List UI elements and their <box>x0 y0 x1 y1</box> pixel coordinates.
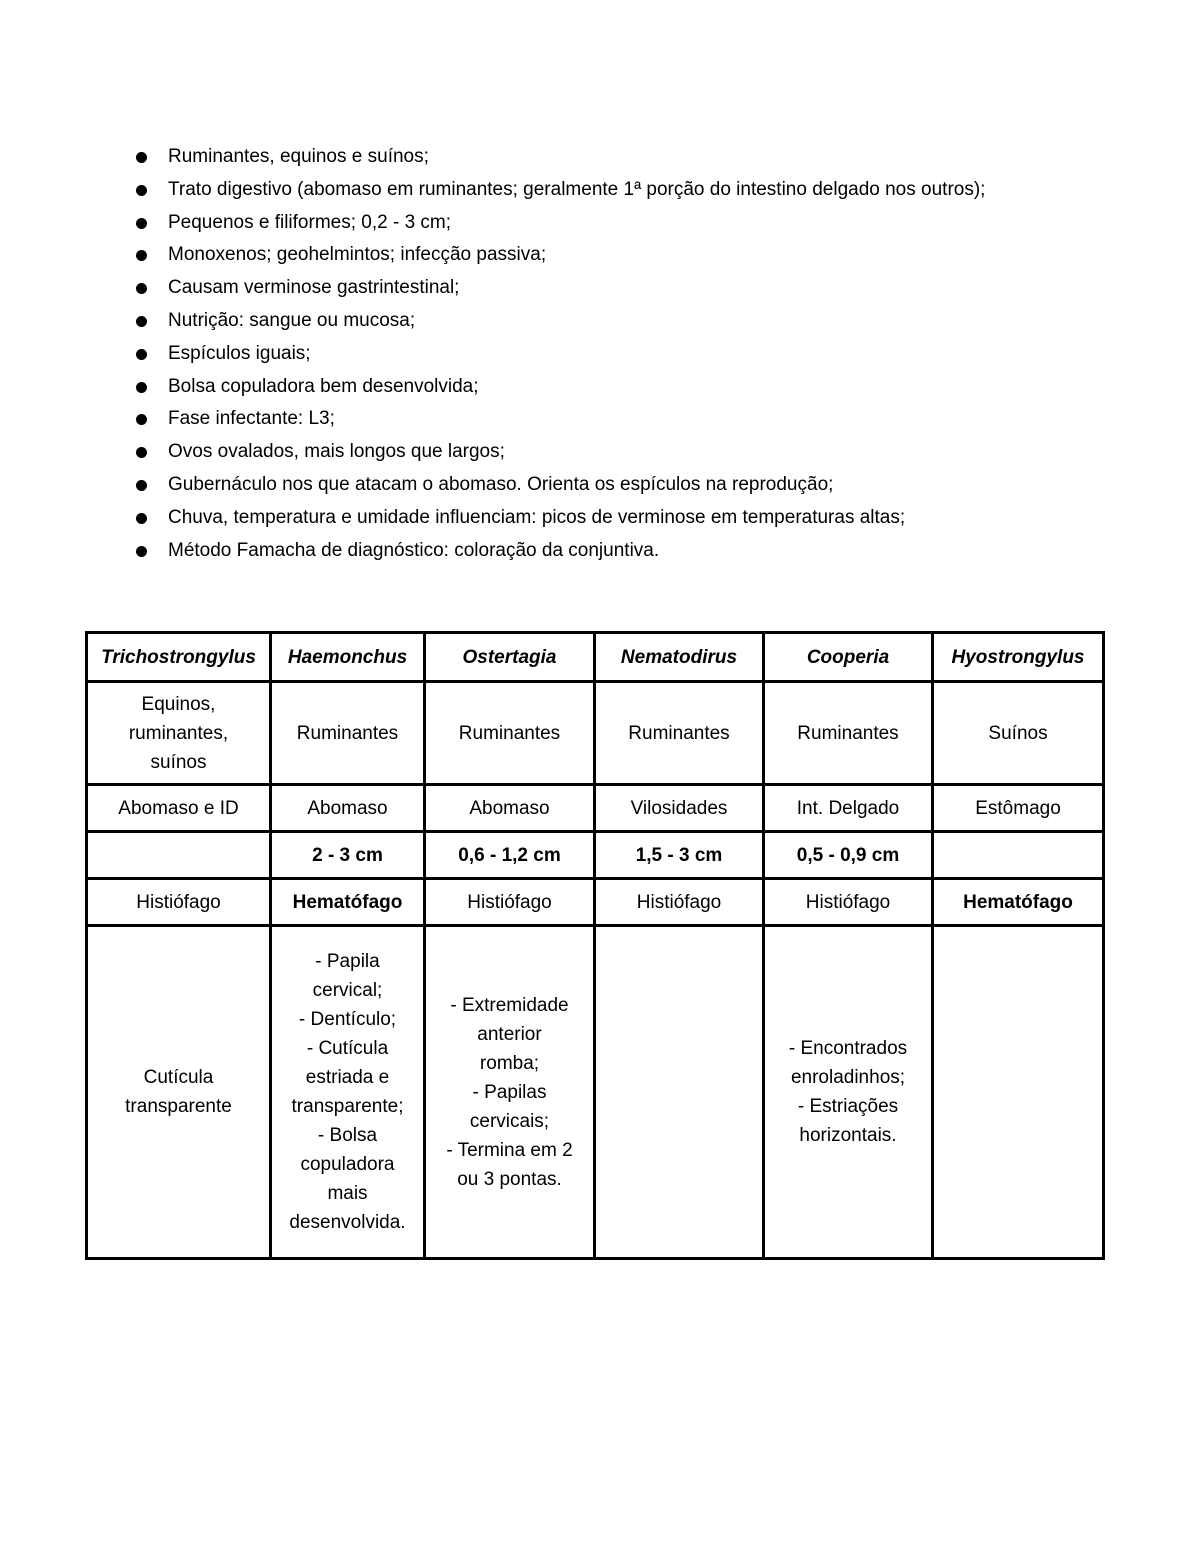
header-nematodirus: Nematodirus <box>595 633 764 682</box>
list-item: Causam verminose gastrintestinal; <box>132 273 1132 306</box>
table-header-row <box>87 633 1104 682</box>
header-trichostrongylus: Trichostrongylus <box>87 633 271 682</box>
table-cell: Histiófago <box>595 879 764 926</box>
list-item: Chuva, temperatura e umidade influenciam: picos de verminose em temperaturas altas; <box>132 503 1132 536</box>
table-cell: Abomaso <box>271 785 425 832</box>
list-item: Pequenos e filiformes; 0,2 - 3 cm; <box>132 208 1132 241</box>
table-cell: - Papila cervical; - Dentículo; - Cutícula estriada e transparente; - Bolsa copuladora mais desenvolvida. <box>271 926 425 1259</box>
table-row-diets <box>87 879 1104 926</box>
list-item: Ovos ovalados, mais longos que largos; <box>132 437 1132 470</box>
table-cell <box>933 926 1104 1259</box>
list-item: Método Famacha de diagnóstico: coloração da conjuntiva. <box>132 536 1132 569</box>
table-cell: 2 - 3 cm <box>271 832 425 879</box>
table-cell: Vilosidades <box>595 785 764 832</box>
table-cell: Cutícula transparente <box>87 926 271 1259</box>
table-cell: Estômago <box>933 785 1104 832</box>
table-cell: Abomaso <box>425 785 595 832</box>
table-cell: - Extremidade anterior romba; - Papilas cervicais; - Termina em 2 ou 3 pontas. <box>425 926 595 1259</box>
bullet-icon <box>136 152 147 163</box>
table-cell: Equinos, ruminantes, suínos <box>87 682 271 785</box>
bullet-icon <box>136 414 147 425</box>
list-item: Bolsa copuladora bem desenvolvida; <box>132 372 1132 405</box>
table-cell: Suínos <box>933 682 1104 785</box>
table-cell: Hematófago <box>933 879 1104 926</box>
table-cell: Int. Delgado <box>764 785 933 832</box>
bullet-icon <box>136 447 147 458</box>
bullet-icon <box>136 283 147 294</box>
table-cell: - Encontrados enroladinhos; - Estriações horizontais. <box>764 926 933 1259</box>
bullet-icon <box>136 382 147 393</box>
table-cell <box>933 832 1104 879</box>
bullet-icon <box>136 218 147 229</box>
list-item: Monoxenos; geohelmintos; infecção passiva; <box>132 240 1132 273</box>
list-item: Nutrição: sangue ou mucosa; <box>132 306 1132 339</box>
table-cell: Histiófago <box>87 879 271 926</box>
genus-comparison-table <box>85 631 1105 1260</box>
bullet-icon <box>136 480 147 491</box>
table-cell: Ruminantes <box>595 682 764 785</box>
table-cell: Ruminantes <box>764 682 933 785</box>
table-cell: 0,5 - 0,9 cm <box>764 832 933 879</box>
header-hyostrongylus: Hyostrongylus <box>933 633 1104 682</box>
header-cooperia: Cooperia <box>764 633 933 682</box>
table-cell <box>595 926 764 1259</box>
table-cell: 0,6 - 1,2 cm <box>425 832 595 879</box>
list-item: Trato digestivo (abomaso em ruminantes; geralmente 1ª porção do intestino delgado nos outros); <box>132 175 1132 208</box>
header-haemonchus: Haemonchus <box>271 633 425 682</box>
bullet-icon <box>136 349 147 360</box>
bullet-icon <box>136 546 147 557</box>
table-cell: Histiófago <box>425 879 595 926</box>
bullet-icon <box>136 513 147 524</box>
table-cell: 1,5 - 3 cm <box>595 832 764 879</box>
table-cell: Abomaso e ID <box>87 785 271 832</box>
table-row-hosts <box>87 682 1104 785</box>
table-cell: Hematófago <box>271 879 425 926</box>
table-cell <box>87 832 271 879</box>
table-row-features <box>87 926 1104 1259</box>
table-row-sizes <box>87 832 1104 879</box>
list-item: Gubernáculo nos que atacam o abomaso. Orienta os espículos na reprodução; <box>132 470 1132 503</box>
header-ostertagia: Ostertagia <box>425 633 595 682</box>
bullet-icon <box>136 185 147 196</box>
table-row-sites <box>87 785 1104 832</box>
table-cell: Ruminantes <box>271 682 425 785</box>
list-item: Ruminantes, equinos e suínos; <box>132 142 1132 175</box>
list-item: Fase infectante: L3; <box>132 404 1132 437</box>
bullet-icon <box>136 316 147 327</box>
table-cell: Ruminantes <box>425 682 595 785</box>
characteristics-list <box>132 142 1132 568</box>
table-cell: Histiófago <box>764 879 933 926</box>
list-item: Espículos iguais; <box>132 339 1132 372</box>
bullet-icon <box>136 250 147 261</box>
